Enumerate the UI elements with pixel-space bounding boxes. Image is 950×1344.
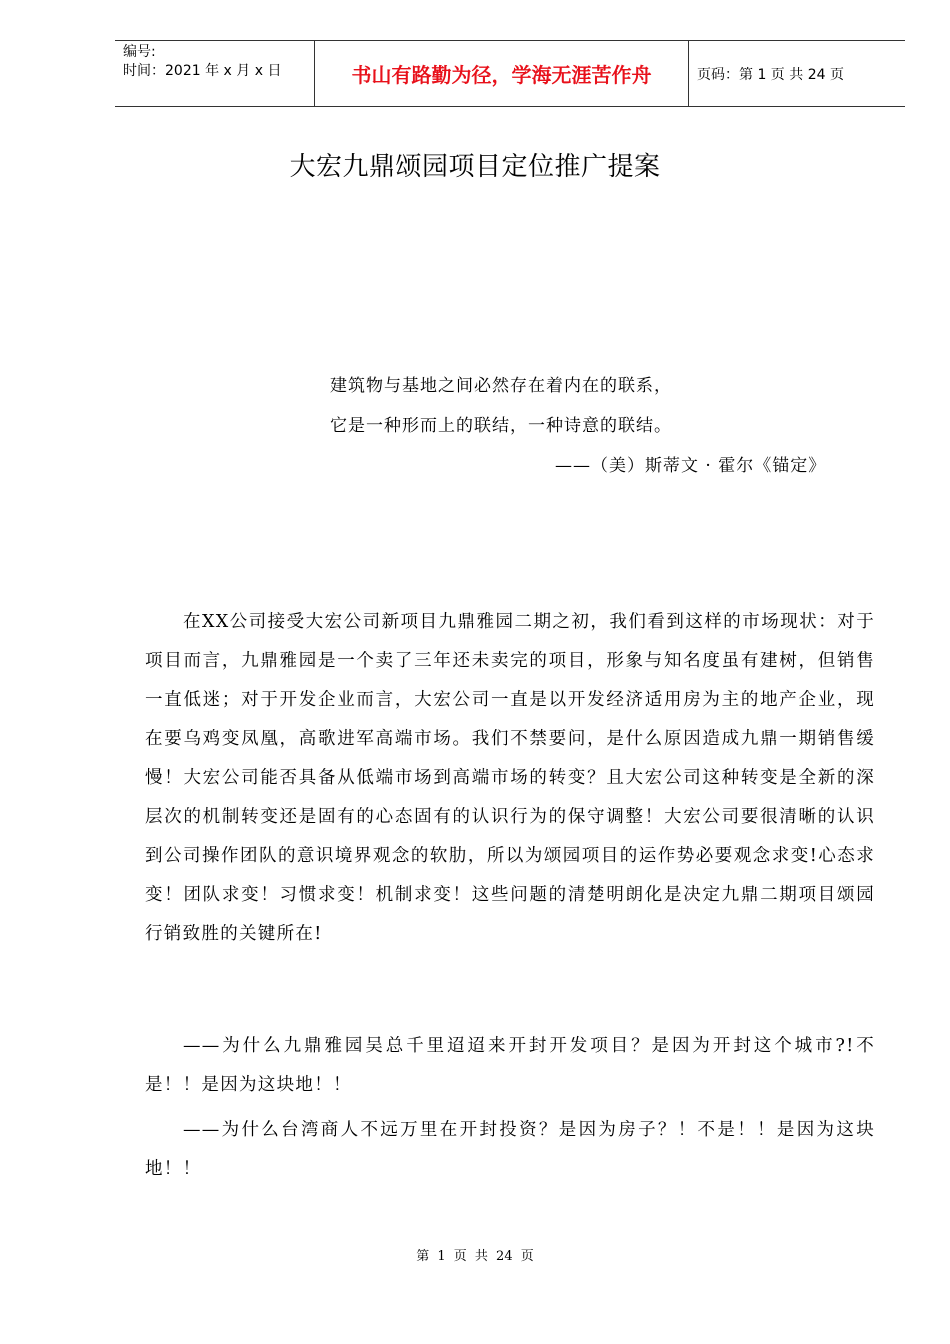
document-time-label: 时间：2021 年 x 月 x 日 (123, 63, 282, 79)
quote-line-2: 它是一种形而上的联结，一种诗意的联结。 (330, 416, 672, 436)
document-number-label: 编号: (123, 44, 156, 60)
quote-line-1: 建筑物与基地之间必然存在着内在的联系， (330, 376, 672, 396)
header-table (115, 40, 905, 107)
header-meta-cell (115, 41, 315, 106)
epigraph-quote (330, 366, 827, 476)
body-paragraph-1: 在XX公司接受大宏公司新项目九鼎雅园二期之初，我们看到这样的市场现状：对于项目而言，九鼎雅园是一个卖了三年还未卖完的项目，形象与知名度虽有建树，但销售一直低迷；对于开发企业而言，大宏公司一直是以开发经济适用房为主的地产企业，现在要乌鸡变凤凰，高歌进军高端市场。我们不禁要问，是什么原因造成九鼎一期销售缓慢！大宏公司能否具备从低端市场到高端市场的转变？且大宏公司这种转变是全新的深层次的机制转变还是固有的心态固有的认识行为的保守调整！大宏公司要很清晰的认识到公司操作团队的意识境界观念的软肋，所以为颂园项目的运作势必要观念求变!心态求变！团队求变！习惯求变！机制求变！这些问题的清楚明朗化是决定九鼎二期项目颂园行销致胜的关键所在! (145, 612, 875, 944)
header-page-info: 页码：第 1 页 共 24 页 (697, 66, 844, 83)
body-paragraph-2: ——为什么九鼎雅园吴总千里迢迢来开封开发项目？是因为开封这个城市?!不是！！是因为这块地！！ (145, 1036, 875, 1095)
header-motto: 书山有路勤为径，学海无涯苦作舟 (315, 41, 689, 106)
document-title: 大宏九鼎颂园项目定位推广提案 (289, 152, 661, 182)
quote-attribution: ——（美）斯蒂文 · 霍尔《锚定》 (555, 456, 827, 476)
body-paragraph-3: ——为什么台湾商人不远万里在开封投资？是因为房子？！不是！！是因为这块地！！ (145, 1120, 875, 1179)
page-footer: 第 1 页 共 24 页 (416, 1249, 534, 1264)
